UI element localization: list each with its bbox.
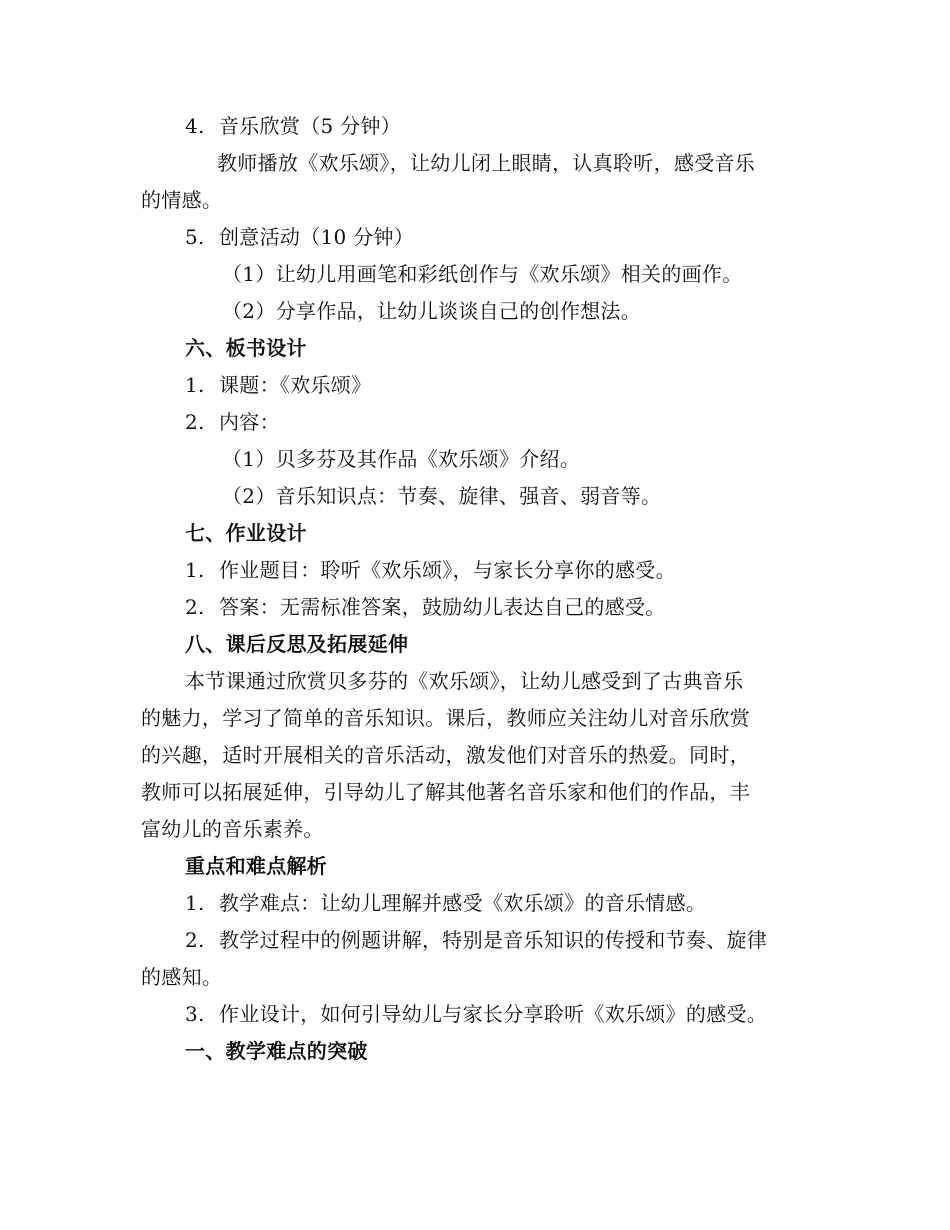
paragraph-line: 的感知。 xyxy=(141,965,223,989)
list-text: 音乐欣赏（5 分钟） xyxy=(219,114,402,138)
list-text: 创意活动（10 分钟） xyxy=(219,225,415,249)
list-text: 内容： xyxy=(219,410,280,434)
list-text: 教学难点：让幼儿理解并感受《欢乐颂》的音乐情感。 xyxy=(219,891,707,915)
paragraph-line: 富幼儿的音乐素养。 xyxy=(141,817,324,841)
list-item xyxy=(185,1000,767,1028)
paragraph-line: 的兴趣，适时开展相关的音乐活动，激发他们对音乐的热爱。同时， xyxy=(141,743,750,767)
list-number: 4. xyxy=(185,114,205,138)
list-item-5 xyxy=(185,223,414,251)
list-text: 作业设计，如何引导幼儿与家长分享聆听《欢乐颂》的感受。 xyxy=(219,1002,768,1026)
paragraph-line: 的情感。 xyxy=(141,188,223,212)
list-number: 2. xyxy=(185,410,205,434)
list-item xyxy=(185,593,666,621)
paragraph-line: 本节课通过欣赏贝多芬的《欢乐颂》，让幼儿感受到了古典音乐 xyxy=(185,669,744,693)
list-item xyxy=(185,889,706,917)
paragraph-line: 的魅力，学习了简单的音乐知识。课后，教师应关注幼儿对音乐欣赏 xyxy=(141,706,750,730)
section-heading-8: 八、课后反思及拓展延伸 xyxy=(185,632,409,656)
list-text: 作业题目：聆听《欢乐颂》，与家长分享你的感受。 xyxy=(219,558,676,582)
list-number: 2. xyxy=(185,928,205,952)
list-item xyxy=(185,556,676,584)
section-heading-6: 六、板书设计 xyxy=(185,336,307,360)
list-number: 1. xyxy=(185,558,205,582)
sub-item: （2）音乐知识点：节奏、旋律、强音、弱音等。 xyxy=(222,484,662,508)
list-number: 1. xyxy=(185,373,205,397)
paragraph-line: 教师播放《欢乐颂》，让幼儿闭上眼睛，认真聆听，感受音乐 xyxy=(217,151,756,175)
list-number: 3. xyxy=(185,1002,205,1026)
list-text: 答案：无需标准答案，鼓励幼儿表达自己的感受。 xyxy=(219,595,666,619)
section-heading-1: 一、教学难点的突破 xyxy=(185,1039,368,1063)
list-number: 5. xyxy=(185,225,205,249)
list-number: 2. xyxy=(185,595,205,619)
list-item xyxy=(185,371,371,399)
section-heading-key-points: 重点和难点解析 xyxy=(185,854,328,878)
sub-item: （1）让幼儿用画笔和彩纸创作与《欢乐颂》相关的画作。 xyxy=(222,262,743,286)
list-text: 课题：《欢乐颂》 xyxy=(219,373,372,397)
list-item xyxy=(185,926,767,954)
list-number: 1. xyxy=(185,891,205,915)
section-heading-7: 七、作业设计 xyxy=(185,521,307,545)
sub-item: （2）分享作品，让幼儿谈谈自己的创作想法。 xyxy=(222,299,642,323)
list-item xyxy=(185,408,280,436)
list-item-4 xyxy=(185,112,401,140)
paragraph-line: 教师可以拓展延伸，引导幼儿了解其他著名音乐家和他们的作品，丰 xyxy=(141,780,750,804)
list-text: 教学过程中的例题讲解，特别是音乐知识的传授和节奏、旋律 xyxy=(219,928,768,952)
sub-item: （1）贝多芬及其作品《欢乐颂》介绍。 xyxy=(222,447,581,471)
